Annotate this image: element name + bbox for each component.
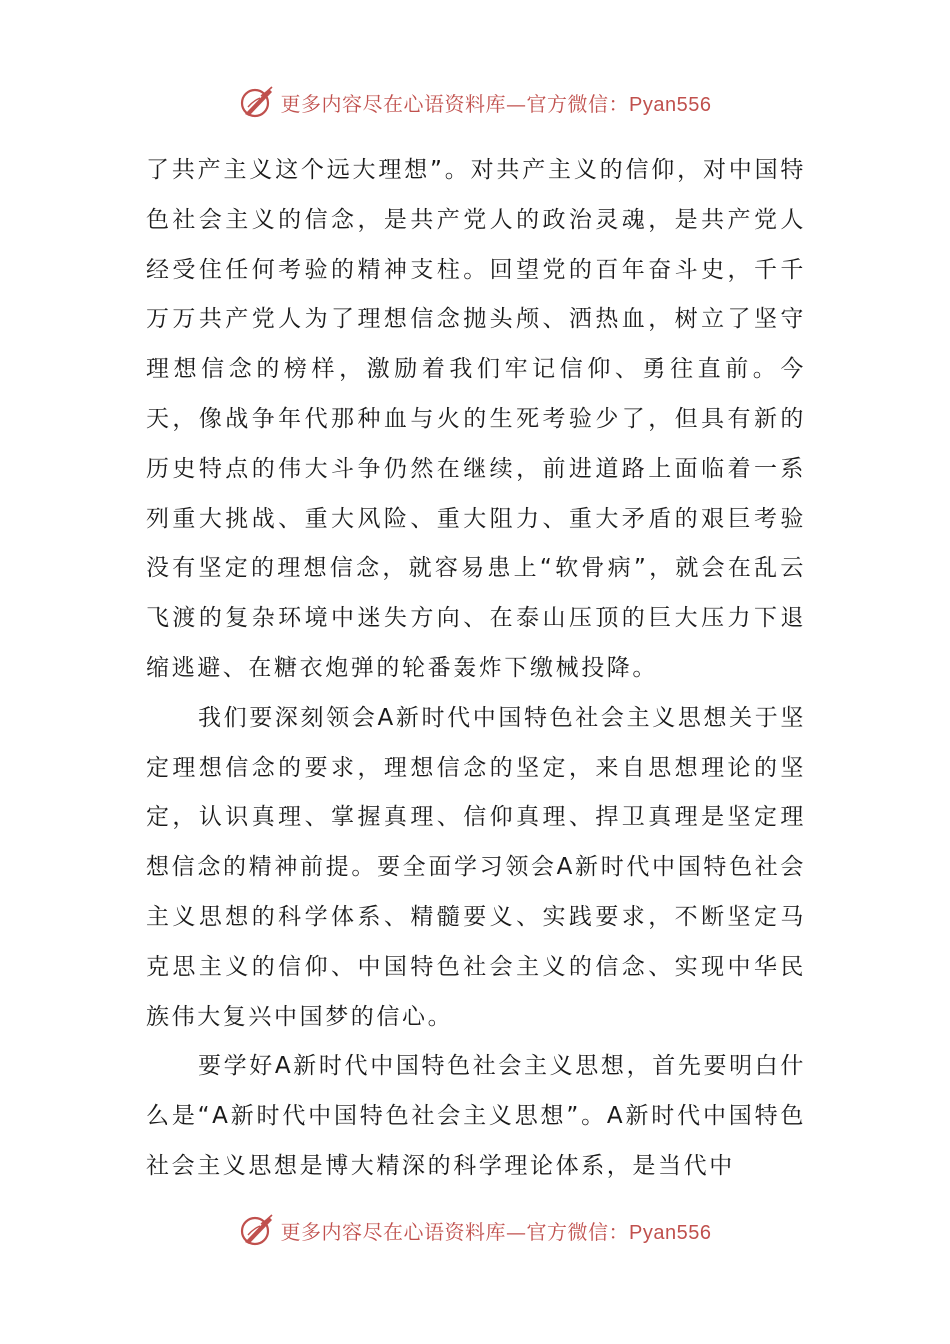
header-banner xyxy=(0,82,950,122)
footer-banner xyxy=(0,1210,950,1250)
document-body xyxy=(146,146,806,1192)
quill-pen-seal-icon xyxy=(239,84,275,120)
quill-pen-seal-icon xyxy=(239,1212,275,1248)
paragraph-3: 要学好A新时代中国特色社会主义思想，首先要明白什么是“A新时代中国特色社会主义思想”。A新时代中国特色社会主义思想是博大精深的科学理论体系，是当代中 xyxy=(146,1053,806,1179)
footer-banner-text: 更多内容尽在心语资料库—官方微信：Pyan556 xyxy=(280,1219,712,1244)
paragraph-1: 了共产主义这个远大理想”。对共产主义的信仰，对中国特色社会主义的信念，是共产党人的政治灵魂，是共产党人经受住任何考验的精神支柱。回望党的百年奋斗史，千千万万共产党人为了理想信念抛头颅、洒热血，树立了坚守理想信念的榜样，激励着我们牢记信仰、勇往直前。今天，像战争年代那种血与火的生死考验少了，但具有新的历史特点的伟大斗争仍然在继续，前进道路上面临着一系列重大挑战、重大风险、重大阻力、重大矛盾的艰巨考验没有坚定的理想信念，就容易患上“软骨病”，就会在乱云飞渡的复杂环境中迷失方向、在泰山压顶的巨大压力下退缩逃避、在糖衣炮弹的轮番轰炸下缴械投降。 xyxy=(146,157,806,681)
header-banner-text: 更多内容尽在心语资料库—官方微信：Pyan556 xyxy=(280,91,712,116)
paragraph-2: 我们要深刻领会A新时代中国特色社会主义思想关于坚定理想信念的要求，理想信念的坚定，来自思想理论的坚定，认识真理、掌握真理、信仰真理、捍卫真理是坚定理想信念的精神前提。要全面学习领会A新时代中国特色社会主义思想的科学体系、精髓要义、实践要求，不断坚定马克思主义的信仰、中国特色社会主义的信念、实现中华民族伟大复兴中国梦的信心。 xyxy=(146,704,806,1030)
